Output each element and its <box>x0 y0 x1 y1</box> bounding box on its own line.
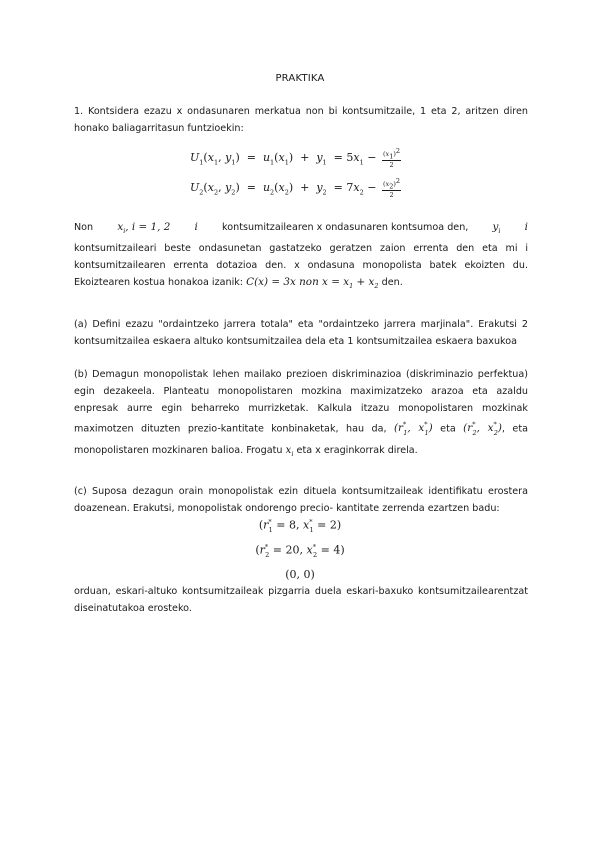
intro-paragraph: 1. Kontsidera ezazu x ondasunaren merkatua non bi kontsumitzaile, 1 eta 2, aritzen diren honako baliagarritasun funtzioekin: <box>74 106 528 134</box>
part-b-cont: , eta monopolistaren mozkinaren balioa. Frogatu <box>74 423 528 456</box>
cost-formula: C(x) = 3x non $x = x_1 + x_2$ <box>246 276 379 291</box>
xi-efficient: $x_i$ <box>285 443 294 458</box>
pair-1: ($r^*_1$, $x^*_1$) <box>393 421 433 437</box>
part-b-paragraph <box>74 366 528 463</box>
cost-tail: den. <box>381 277 403 289</box>
yi-symbol: $y_i$ <box>492 221 501 236</box>
non-text-1: kontsumitzailearen x ondasunaren kontsumoa den, <box>222 222 469 233</box>
part-c-paragraph: (c) Suposa dezagun orain monopolistak ezin dituela kontsumitzaileak identifikatu erostera doazenean. Erakutsi, monopolistak ondorengo precio- kantitate zerrenda ezartzen badu: <box>74 486 528 514</box>
part-c-conclusion: orduan, eskari-altuko kontsumitzaileak pizgarria duela eskari-baxuko kontsumitzailearentzat diseinatutakoa erosteko. <box>74 586 528 614</box>
non-word: Non <box>74 222 94 233</box>
non-text-2: kontsumitzaileari beste ondasunetan gastatzeko geratzen zaion errenta den eta mi i kontsumitzailearen errenta dotazioa den. x ondasuna monopolista batek ekoizten du. Ekoiztearen kostua honakoa izanik: <box>74 243 528 289</box>
part-b-end: eta x eraginkorrak direla. <box>296 444 418 456</box>
xi-symbol: $x_i$, i = 1, 2 <box>117 221 171 236</box>
part-b-eta: eta <box>440 423 456 435</box>
i-symbol-2: i <box>524 221 528 233</box>
price-list-3: (0, 0) <box>285 568 315 581</box>
i-symbol: i <box>194 221 198 233</box>
price-list-2: ($r^*_2 = 20$, $x^*_2 = 4$) <box>255 543 345 559</box>
utility-equation-1: $U_1(x_1$, $y_1) = u_1(x_1) + y_1 = 5x_1$ − $\frac{(x_1)^2}{2}$ <box>190 147 401 170</box>
part-b-main: (b) Demagun monopolistak lehen mailako prezioen diskriminazioa (diskriminazio perfektua) egin dezakeela. Planteatu monopolistaren mozkina maximizatzeko arazoa eta azaldu enpresak aurre egin beharreko murrizketak. Kalkula itzazu monopolistaren mozkinak maximotzen dituzten prezio-kantitate konbinaketak, hau da, <box>74 369 528 435</box>
definitions-paragraph <box>74 219 528 295</box>
utility-equation-2: $U_2(x_2$, $y_2) = u_2(x_2) + y_2 = 7x_2$ − $\frac{(x_2)^2}{2}$ <box>190 177 401 200</box>
page-title: PRAKTIKA <box>275 73 325 84</box>
part-a-paragraph: (a) Defini ezazu "ordaintzeko jarrera totala" eta "ordaintzeko jarrera marjinala". Erakutsi 2 kontsumitzailea eskaera altuko kontsumitzailea dela eta 1 kontsumitzailea eskaera baxukoa <box>74 319 528 347</box>
price-list-1: ($r^*_1 = 8$, $x^*_1 = 2$) <box>258 518 342 534</box>
pair-2: ($r^*_2$, $x^*_2$) <box>463 421 502 437</box>
